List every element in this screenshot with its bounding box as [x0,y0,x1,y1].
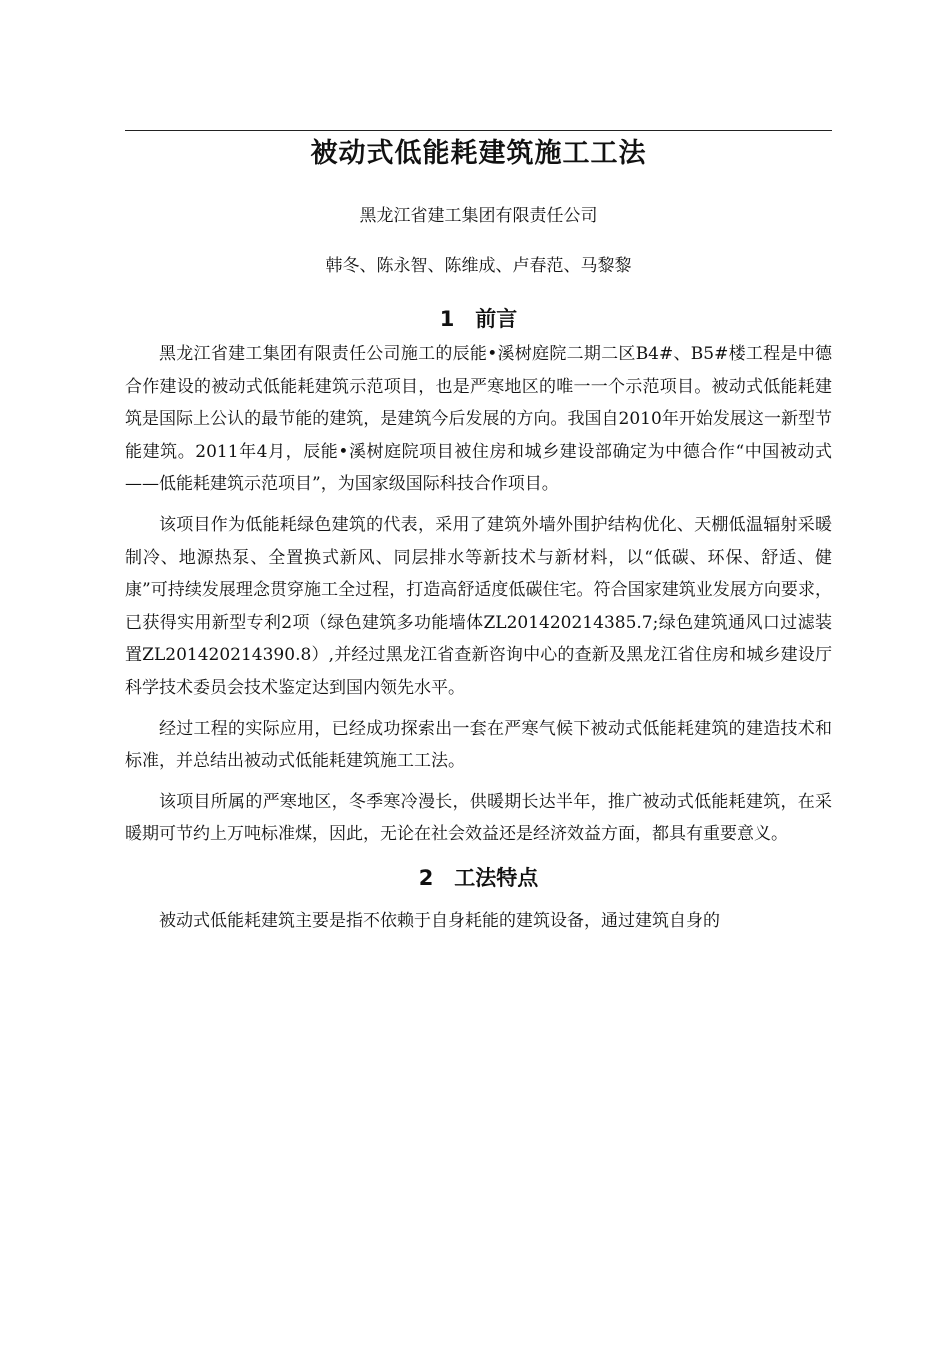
paragraph: 被动式低能耗建筑主要是指不依赖于自身耗能的建筑设备，通过建筑自身的 [159,910,720,931]
paragraph: 该项目所属的严寒地区，冬季寒冷漫长，供暖期长达半年，推广被动式低能耗建筑，在采暖期可节约上万吨标准煤，因此，无论在社会效益还是经济效益方面，都具有重要意义。 [125,791,832,845]
paragraph: 黑龙江省建工集团有限责任公司施工的辰能•溪树庭院二期二区B4#、B5#楼工程是中德合作建设的被动式低能耗建筑示范项目，也是严寒地区的唯一一个示范项目。被动式低能耗建筑是国际上公认的最节能的建筑，是建筑今后发展的方向。我国自2010年开始发展这一新型节能建筑。2011年4月，辰能•溪树庭院项目被住房和城乡建设部确定为中德合作“中国被动式——低能耗建筑示范项目”，为国家级国际科技合作项目。 [125,344,832,495]
document-page [125,134,832,938]
section-heading-features: 2 工法特点 [418,865,539,890]
document-title: 被动式低能耗建筑施工工法 [310,138,647,169]
paragraph: 该项目作为低能耗绿色建筑的代表，采用了建筑外墙外围护结构优化、天棚低温辐射采暖制冷、地源热泵、全置换式新风、同层排水等新技术与新材料，以“低碳、环保、舒适、健康”可持续发展理念贯穿施工全过程，打造高舒适度低碳住宅。符合国家建筑业发展方向要求，已获得实用新型专利2项（绿色建筑多功能墙体ZL201420214385.7;绿色建筑通风口过滤装置ZL201420214390.8）,并经过黑龙江省查新咨询中心的查新及黑龙江省住房和城乡建设厅科学技术委员会技术鉴定达到国内领先水平。 [125,514,832,698]
paragraph: 经过工程的实际应用，已经成功探索出一套在严寒气候下被动式低能耗建筑的建造技术和标准，并总结出被动式低能耗建筑施工工法。 [125,718,832,772]
header-rule [125,130,832,131]
section-heading-preface: 1 前言 [439,307,518,331]
organization: 黑龙江省建工集团有限责任公司 [359,206,598,226]
authors: 韩冬、陈永智、陈维成、卢春范、马黎黎 [325,256,632,276]
